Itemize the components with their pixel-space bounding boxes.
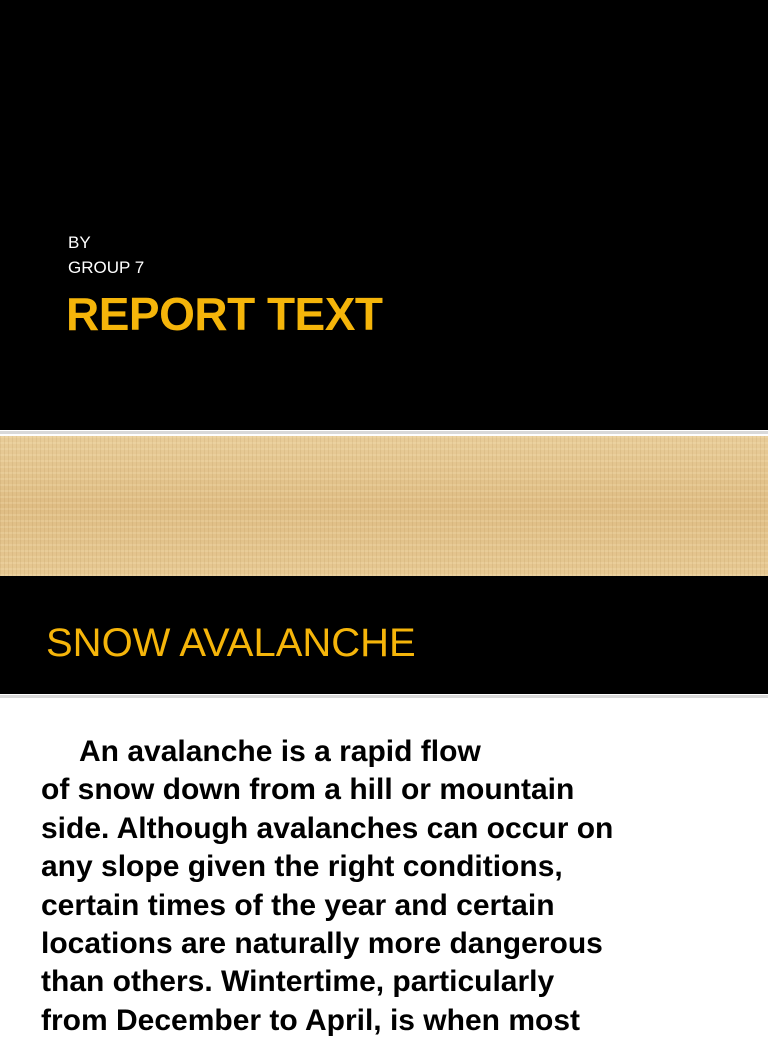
body-line: certain times of the year and certain [41,888,555,922]
body-line: any slope given the right conditions, [41,850,563,884]
body-line: of snow down from a hill or mountain [41,773,575,807]
slide-title: REPORT TEXT [66,288,383,340]
body-line: than others. Wintertime, particularly [41,965,555,999]
body-line: side. Although avalanches can occur on [41,811,614,845]
title-slide [0,0,768,430]
body-line: from December to April, is when most [41,1003,580,1037]
divider-top [0,431,768,434]
byline [68,230,144,280]
body-line: An avalanche is a rapid flow [79,735,481,768]
by-label: BY [68,233,91,252]
body-line: locations are naturally more dangerous [41,927,603,961]
group-label: GROUP 7 [68,258,145,277]
wood-texture-band [0,436,768,576]
body-paragraph [41,733,741,1040]
divider-bottom [0,695,768,698]
content-slide-title: SNOW AVALANCHE [46,621,416,665]
